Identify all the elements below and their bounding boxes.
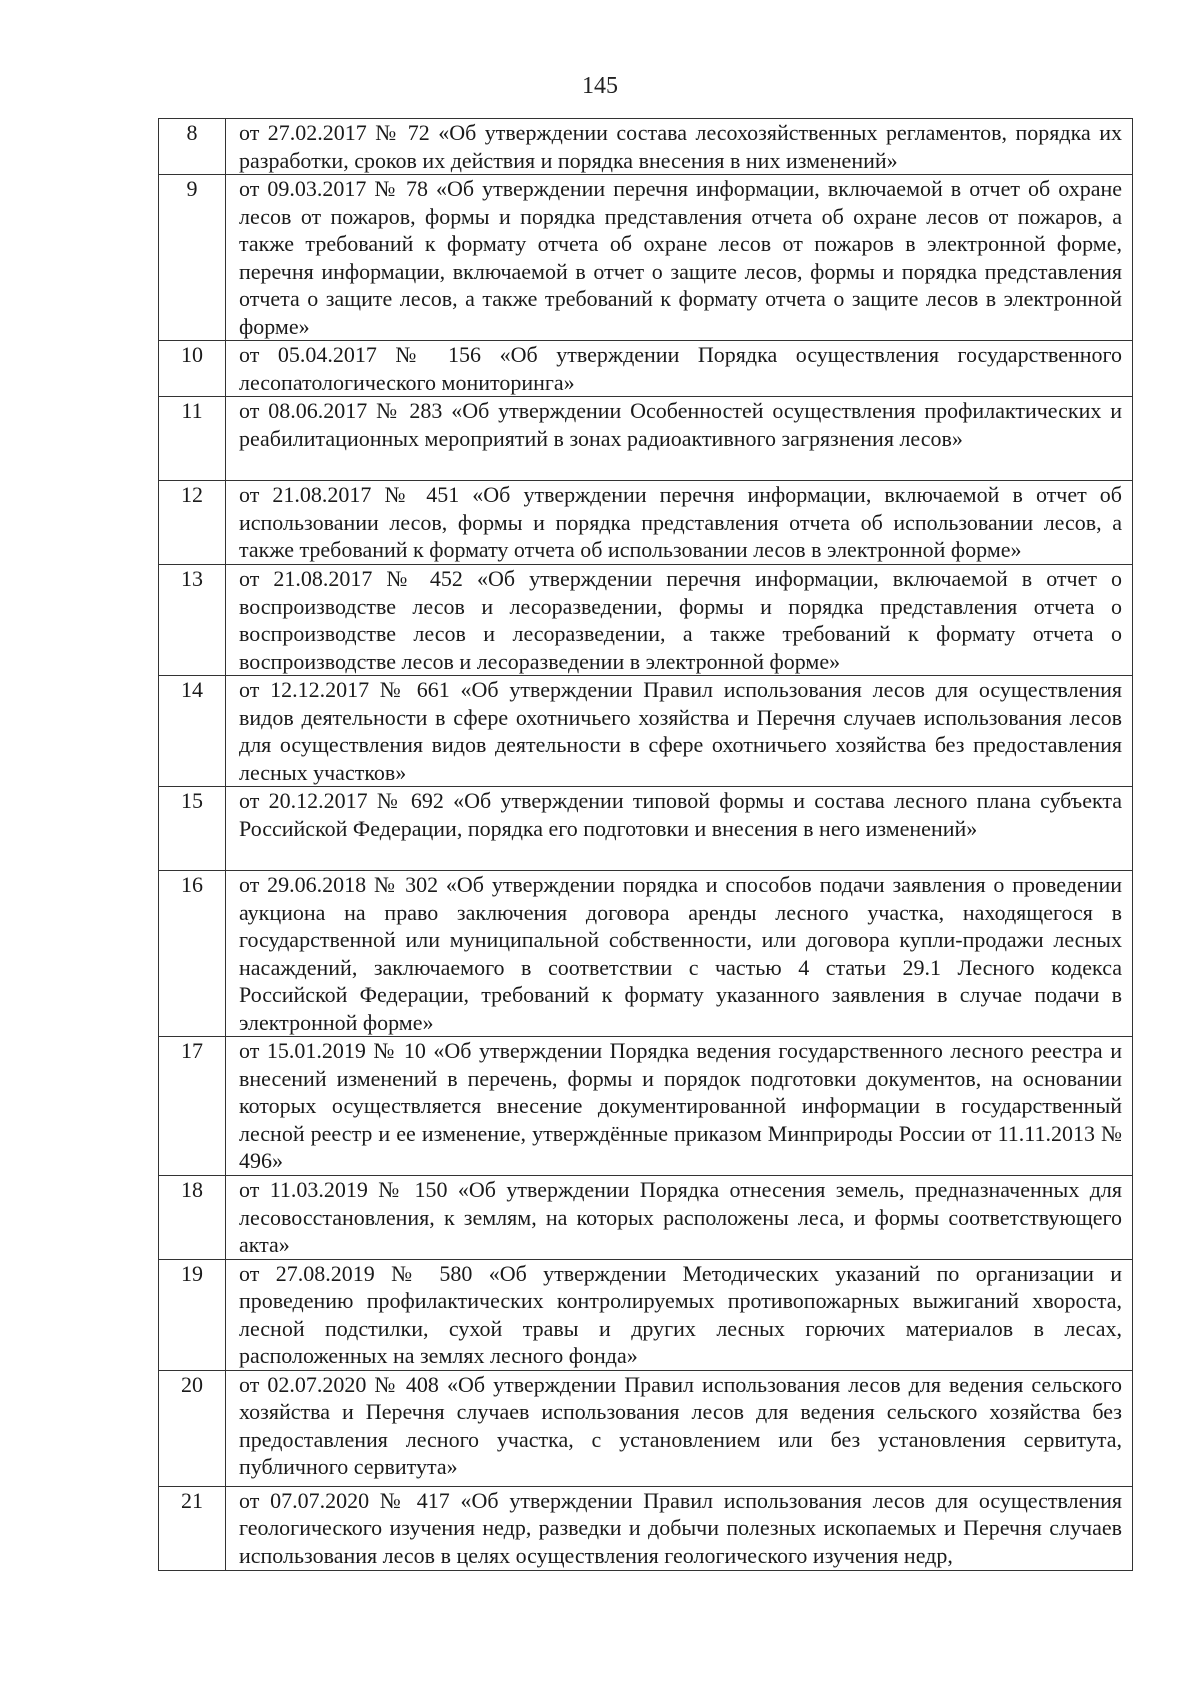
table-row xyxy=(159,119,1133,175)
table-row xyxy=(159,397,1133,481)
row-text: от 12.12.2017 № 661 «Об утверждении Правил использования лесов для осуществления видов деятельности в сфере охотничьего хозяйства и Перечня случаев использования лесов для осуществления видов деятельности в сфере охотничьего хозяйства без предоставления лесных участков» xyxy=(226,676,1133,787)
row-text: от 21.08.2017 № 451 «Об утверждении перечня информации, включаемой в отчет об использовании лесов, формы и порядка представления отчета об использовании лесов, а также требований к формату отчета об использовании лесов в электронной форме» xyxy=(226,481,1133,565)
row-text: от 09.03.2017 № 78 «Об утверждении перечня информации, включаемой в отчет об охране лесов от пожаров, формы и порядка представления отчета об охране лесов от пожаров, а также требований к формату отчета об охране лесов от пожаров в электронной форме, перечня информации, включаемой в отчет о защите лесов, формы и порядка представления отчета о защите лесов, а также требований к формату отчета о защите лесов в электронной форме» xyxy=(226,175,1133,341)
row-number: 10 xyxy=(159,341,226,397)
row-number: 16 xyxy=(159,871,226,1037)
row-text: от 20.12.2017 № 692 «Об утверждении типовой формы и состава лесного плана субъекта Российской Федерации, порядка его подготовки и внесения в него изменений» xyxy=(226,787,1133,871)
row-number: 21 xyxy=(159,1486,226,1570)
row-text: от 21.08.2017 № 452 «Об утверждении перечня информации, включаемой в отчет о воспроизводстве лесов и лесоразведении, формы и порядка представления отчета о воспроизводстве лесов и лесоразведении, а также требований к формату отчета о воспроизводстве лесов и лесоразведении в электронной форме» xyxy=(226,565,1133,676)
row-text: от 05.04.2017 № 156 «Об утверждении Порядка осуществления государственного лесопатологического мониторинга» xyxy=(226,341,1133,397)
table-row xyxy=(159,565,1133,676)
row-number: 20 xyxy=(159,1370,226,1486)
row-number: 18 xyxy=(159,1176,226,1260)
table-row xyxy=(159,1176,1133,1260)
table-row xyxy=(159,676,1133,787)
table-row xyxy=(159,1259,1133,1370)
row-text: от 08.06.2017 № 283 «Об утверждении Особенностей осуществления профилактических и реабилитационных мероприятий в зонах радиоактивного загрязнения лесов» xyxy=(226,397,1133,481)
row-number: 9 xyxy=(159,175,226,341)
table-row xyxy=(159,481,1133,565)
row-text: от 29.06.2018 № 302 «Об утверждении порядка и способов подачи заявления о проведении аукциона на право заключения договора аренды лесного участка, находящегося в государственной или муниципальной собственности, или договора купли-продажи лесных насаждений, заключаемого в соответствии с частью 4 статьи 29.1 Лесного кодекса Российской Федерации, требований к формату указанного заявления в случае подачи в электронной форме» xyxy=(226,871,1133,1037)
row-text: от 15.01.2019 № 10 «Об утверждении Порядка ведения государственного лесного реестра и внесений изменений в перечень, формы и порядок подготовки документов, на основании которых осуществляется внесение документированной информации в государственный лесной реестр и ее изменение, утверждённые приказом Минприроды России от 11.11.2013 № 496» xyxy=(226,1037,1133,1176)
table-row xyxy=(159,175,1133,341)
row-number: 8 xyxy=(159,119,226,175)
row-text: от 11.03.2019 № 150 «Об утверждении Порядка отнесения земель, предназначенных для лесовосстановления, к землям, на которых расположены леса, и формы соответствующего акта» xyxy=(226,1176,1133,1260)
table-row xyxy=(159,787,1133,871)
row-number: 17 xyxy=(159,1037,226,1176)
row-number: 11 xyxy=(159,397,226,481)
row-text: от 27.08.2019 № 580 «Об утверждении Методических указаний по организации и проведению профилактических контролируемых противопожарных выжиганий хвороста, лесной подстилки, сухой травы и других лесных горючих материалов в лесах, расположенных на землях лесного фонда» xyxy=(226,1259,1133,1370)
table-row xyxy=(159,341,1133,397)
row-number: 15 xyxy=(159,787,226,871)
row-number: 12 xyxy=(159,481,226,565)
table-row xyxy=(159,871,1133,1037)
row-number: 14 xyxy=(159,676,226,787)
table-row xyxy=(159,1037,1133,1176)
row-text: от 07.07.2020 № 417 «Об утверждении Правил использования лесов для осуществления геологического изучения недр, разведки и добычи полезных ископаемых и Перечня случаев использования лесов в целях осуществления геологического изучения недр, xyxy=(226,1486,1133,1570)
legal-acts-table xyxy=(158,118,1133,1571)
row-text: от 02.07.2020 № 408 «Об утверждении Правил использования лесов для ведения сельского хозяйства и Перечня случаев использования лесов для ведения сельского хозяйства без предоставления лесного участка, с установлением или без установления сервитута, публичного сервитута» xyxy=(226,1370,1133,1486)
row-number: 19 xyxy=(159,1259,226,1370)
row-number: 13 xyxy=(159,565,226,676)
table-row xyxy=(159,1370,1133,1486)
table-row xyxy=(159,1486,1133,1570)
row-text: от 27.02.2017 № 72 «Об утверждении состава лесохозяйственных регламентов, порядка их разработки, сроков их действия и порядка внесения в них изменений» xyxy=(226,119,1133,175)
page-number: 145 xyxy=(582,73,618,99)
